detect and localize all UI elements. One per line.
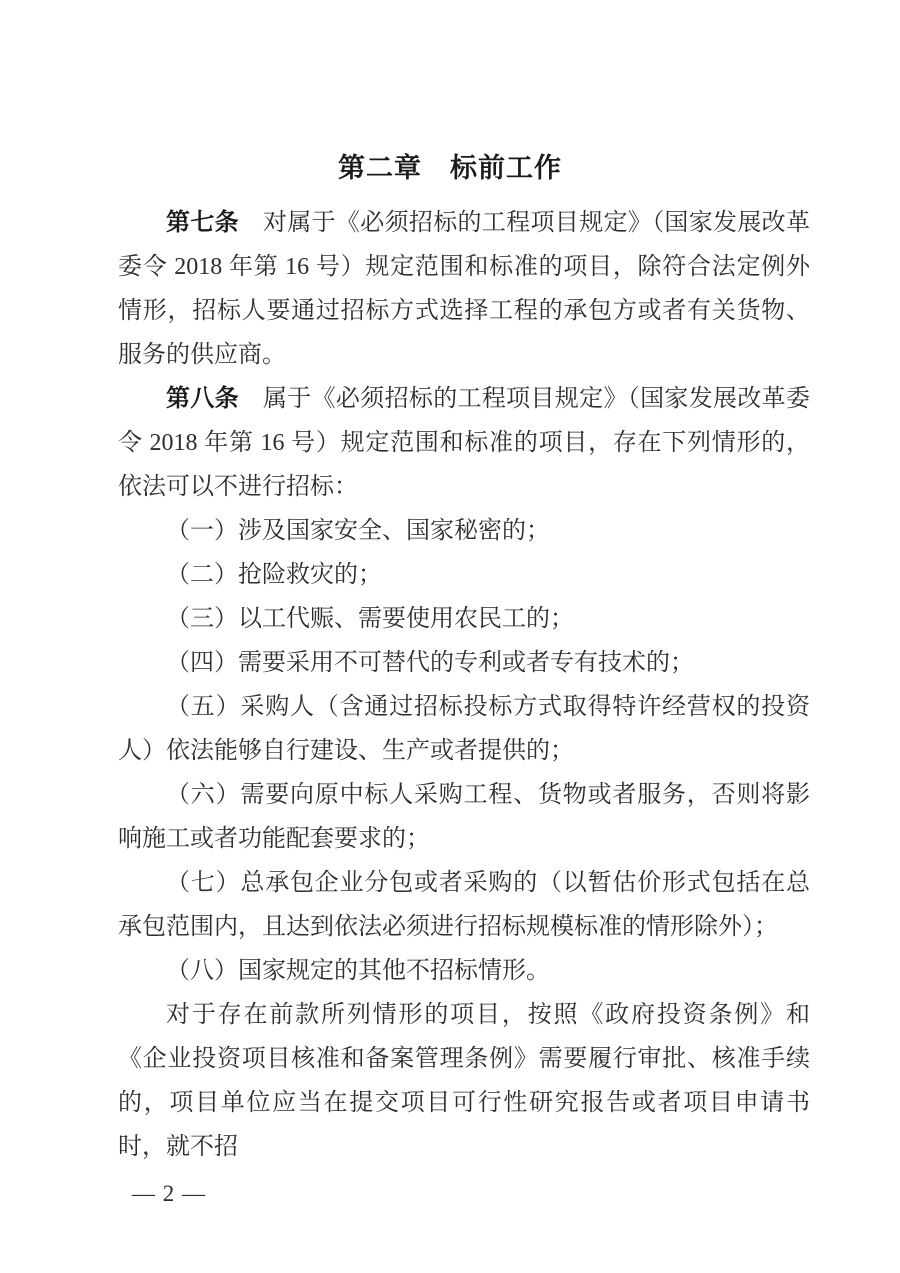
list-item-4: [118, 641, 810, 685]
list-item-7: [118, 861, 810, 949]
list-item-5: [118, 685, 810, 773]
paragraph-text: （一）涉及国家安全、国家秘密的；: [166, 518, 550, 544]
paragraph-text: 对属于《必须招标的工程项目规定》（国家发展改革委令 2018 年第 16 号）规定范围和标准的项目，除符合法定例外情形，招标人要通过招标方式选择工程的承包方或者有关货物、服务的供应商。: [118, 210, 811, 368]
paragraph-closing: [118, 993, 810, 1169]
paragraph-text: （三）以工代赈、需要使用农民工的；: [166, 606, 574, 632]
list-item-1: [118, 509, 810, 553]
paragraph-text: （七）总承包企业分包或者采购的（以暂估价形式包括在总承包范围内，且达到依法必须进行招标规模标准的情形除外）；: [118, 870, 810, 940]
document-body: [118, 201, 810, 1169]
paragraph-text: （四）需要采用不可替代的专利或者专有技术的；: [166, 650, 694, 676]
list-item-6: [118, 773, 810, 861]
paragraph-text: （二）抢险救灾的；: [166, 562, 382, 588]
chapter-title: 第二章 标前工作: [338, 153, 562, 183]
list-item-8: [118, 949, 810, 993]
paragraph-text: 对于存在前款所列情形的项目，按照《政府投资条例》和《企业投资项目核准和备案管理条例》需要履行审批、核准手续的，项目单位应当在提交项目可行性研究报告或者项目申请书时，就不招: [118, 1002, 810, 1160]
list-item-2: [118, 553, 810, 597]
article-number: 第八条: [166, 385, 239, 412]
list-item-3: [118, 597, 810, 641]
article-number: 第七条: [166, 209, 239, 236]
page-number: — 2 —: [132, 1181, 206, 1206]
paragraph-text: （六）需要向原中标人采购工程、货物或者服务，否则将影响施工或者功能配套要求的；: [118, 782, 810, 852]
paragraph-article-7: [118, 201, 810, 377]
paragraph-text: 属于《必须招标的工程项目规定》（国家发展改革委令 2018 年第 16 号）规定范围和标准的项目，存在下列情形的，依法可以不进行招标：: [118, 386, 811, 500]
paragraph-text: （八）国家规定的其他不招标情形。: [166, 958, 550, 984]
paragraph-text: （五）采购人（含通过招标投标方式取得特许经营权的投资人）依法能够自行建设、生产或者提供的；: [118, 694, 810, 764]
paragraph-article-8: [118, 377, 810, 509]
